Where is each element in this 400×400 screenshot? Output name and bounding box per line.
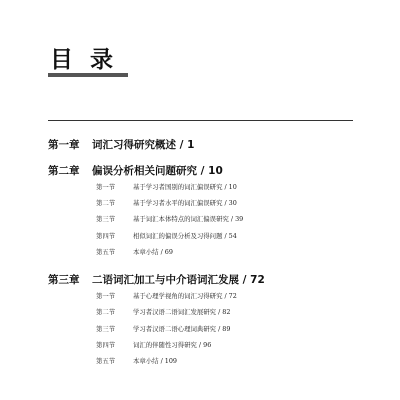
section-title: 本章小结 / 69 xyxy=(133,248,173,256)
chapter-title: 二语词汇加工与中介语词汇发展 / 72 xyxy=(92,274,265,286)
section-title: 相似词汇的偏误分析及习得问题 / 54 xyxy=(133,232,237,240)
section-title: 词汇的伴随性习得研究 / 96 xyxy=(133,341,212,349)
chapter-number: 第三章 xyxy=(48,274,80,286)
chapter-1-entry[interactable] xyxy=(48,138,194,152)
section-2-1-entry[interactable] xyxy=(96,183,237,192)
section-title: 基于学习者国别的词汇偏误研究 / 10 xyxy=(133,183,237,191)
toc-heading xyxy=(48,43,128,79)
section-title: 本章小结 / 109 xyxy=(133,357,177,365)
section-title: 基于学习者水平的词汇偏误研究 / 30 xyxy=(133,199,237,207)
section-number: 第一节 xyxy=(96,183,116,191)
divider-rule xyxy=(48,120,353,121)
section-3-5-entry[interactable] xyxy=(96,357,177,366)
section-number: 第五节 xyxy=(96,248,116,256)
section-3-2-entry[interactable] xyxy=(96,308,230,317)
section-2-4-entry[interactable] xyxy=(96,232,237,241)
section-title: 学习者汉语二语词汇发展研究 / 82 xyxy=(133,308,231,316)
section-number: 第二节 xyxy=(96,199,116,207)
chapter-2-entry[interactable] xyxy=(48,164,223,178)
section-number: 第一节 xyxy=(96,292,116,300)
chapter-title: 偏误分析相关问题研究 / 10 xyxy=(92,165,223,177)
chapter-number: 第二章 xyxy=(48,165,80,177)
section-number: 第二节 xyxy=(96,308,116,316)
section-number: 第四节 xyxy=(96,341,116,349)
section-number: 第四节 xyxy=(96,232,116,240)
section-title: 基于词汇本体特点的词汇偏误研究 / 39 xyxy=(133,215,244,223)
section-3-3-entry[interactable] xyxy=(96,325,230,334)
section-3-4-entry[interactable] xyxy=(96,341,211,350)
section-2-3-entry[interactable] xyxy=(96,215,243,224)
chapter-3-entry[interactable] xyxy=(48,273,265,287)
section-2-2-entry[interactable] xyxy=(96,199,237,208)
page-title: 目录 xyxy=(50,47,130,73)
chapter-number: 第一章 xyxy=(48,139,80,151)
section-number: 第三节 xyxy=(96,325,116,333)
heading-underline xyxy=(48,73,128,77)
section-3-1-entry[interactable] xyxy=(96,292,237,301)
section-title: 学习者汉语二语心理词典研究 / 89 xyxy=(133,325,231,333)
section-2-5-entry[interactable] xyxy=(96,248,173,257)
section-title: 基于心理学视角的词汇习得研究 / 72 xyxy=(133,292,237,300)
chapter-title: 词汇习得研究概述 / 1 xyxy=(92,139,195,151)
section-number: 第五节 xyxy=(96,357,116,365)
section-number: 第三节 xyxy=(96,215,116,223)
